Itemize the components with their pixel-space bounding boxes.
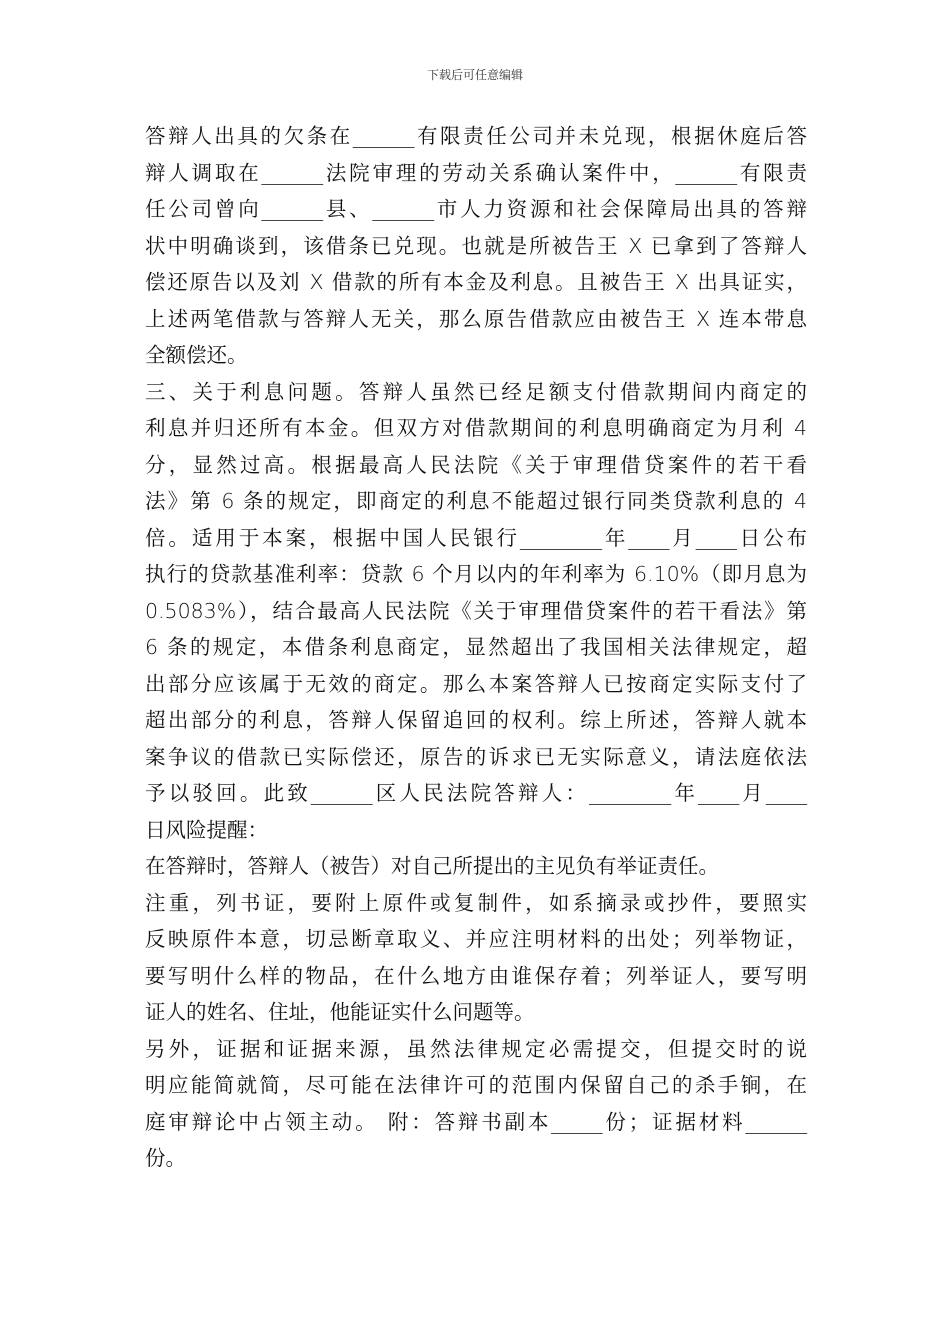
text-line: 在答辩时，答辩人（被告）对自己所提出的主见负有举证责任。 — [145, 854, 719, 878]
text-line: 答辩人出具的欠条在______有限责任公司并未兑现，根据休庭后答 — [145, 124, 807, 148]
text-line: 利息并归还所有本金。但双方对借款期间的利息明确商定为月利 4 — [145, 416, 807, 440]
text-line: 反映原件本意，切忌断章取义、并应注明材料的出处；列举物证， — [145, 927, 807, 951]
text-line: 证人的姓名、住址，他能证实什么问题等。 — [145, 1000, 535, 1024]
text-line: 法》第 6 条的规定，即商定的利息不能超过银行同类贷款利息的 4 — [145, 489, 807, 513]
text-line: 辩人调取在______法院审理的劳动关系确认案件中，______有限责 — [145, 160, 807, 185]
text-line: 上述两笔借款与答辩人无关，那么原告借款应由被告王 X 连本带息 — [145, 306, 807, 331]
page-header: 下载后可任意编辑 — [426, 68, 523, 82]
text-line: 偿还原告以及刘 X 借款的所有本金及利息。且被告王 X 出具证实， — [145, 270, 807, 294]
text-line: 予以驳回。此致______区人民法院答辩人：________年____月____ — [145, 781, 807, 805]
text-line: 超出部分的利息，答辩人保留追回的权利。综上所述，答辩人就本 — [145, 708, 807, 732]
text-line: 0.5083%），结合最高人民法院《关于审理借贷案件的若干看法》第 — [145, 598, 807, 623]
text-line: 倍。适用于本案，根据中国人民银行________年____月____日公布 — [145, 525, 807, 550]
text-line: 另外，证据和证据来源，虽然法律规定必需提交，但提交时的说 — [145, 1036, 807, 1061]
text-line: 日风险提醒： — [145, 817, 268, 842]
text-line: 注重，列书证，要附上原件或复制件，如系摘录或抄件，要照实 — [145, 890, 807, 915]
text-line: 任公司曾向______县、______市人力资源和社会保障局出具的答辩 — [145, 197, 807, 221]
document-body — [145, 118, 807, 1177]
text-line: 状中明确谈到，该借条已兑现。也就是所被告王 X 已拿到了答辩人 — [145, 233, 807, 258]
text-line: 出部分应该属于无效的商定。那么本案答辩人已按商定实际支付了 — [145, 671, 807, 696]
text-line: 要写明什么样的物品，在什么地方由谁保存着；列举证人，要写明 — [145, 963, 807, 988]
text-line: 案争议的借款已实际偿还，原告的诉求已无实际意义，请法庭依法 — [145, 744, 807, 769]
text-line: 份。 — [145, 1146, 186, 1170]
text-line: 执行的贷款基准利率：贷款 6 个月以内的年利率为 6.10%（即月息为 — [145, 562, 807, 586]
text-line: 全额偿还。 — [145, 343, 248, 367]
text-line: 明应能简就简，尽可能在法律许可的范围内保留自己的杀手锏，在 — [145, 1073, 807, 1097]
text-line: 三、关于利息问题。答辩人虽然已经足额支付借款期间内商定的 — [145, 379, 807, 404]
text-line: 分，显然过高。根据最高人民法院《关于审理借贷案件的若干看 — [145, 452, 807, 477]
text-line: 庭审辩论中占领主动。 附：答辩书副本_____份；证据材料______ — [145, 1109, 807, 1134]
text-line: 6 条的规定，本借条利息商定，显然超出了我国相关法律规定，超 — [145, 635, 807, 659]
